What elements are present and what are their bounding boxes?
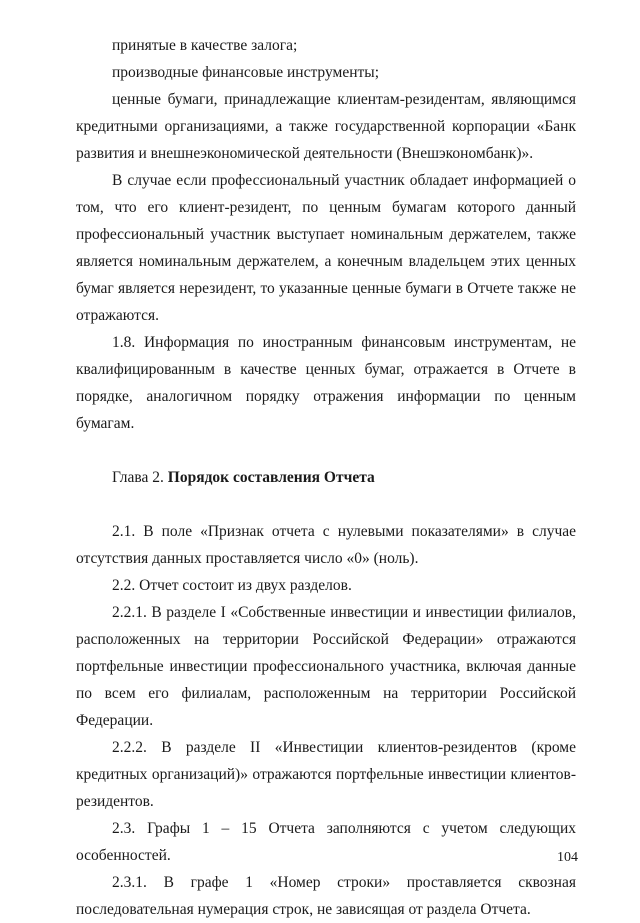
chapter-heading <box>76 464 576 491</box>
paragraph-collateral: принятые в качестве залога; <box>112 37 298 54</box>
paragraph-nominee-holder: В случае если профессиональный участник обладает информацией о том, что его клиент-резидент, по ценным бумагам которого данный профессиональный участник выступает номинальным держателем, также является номинальным держателем, а конечным владельцем этих ценных бумаг является нерезидент, то указанные ценные бумаги в Отчете также не отражаются. <box>76 172 576 324</box>
paragraph-derivatives: производные финансовые инструменты; <box>112 64 380 81</box>
paragraph-2-2-1: 2.2.1. В разделе I «Собственные инвестиции и инвестиции филиалов, расположенных на территории Российской Федерации» отражаются портфельные инвестиции профессионального участника, включая данные по всем его филиалам, расположенным на территории Российской Федерации. <box>76 604 576 729</box>
paragraph-client-securities: ценные бумаги, принадлежащие клиентам-резидентам, являющимся кредитными организациями, а также государственной корпорации «Банк развития и внешнеэкономической деятельности (Внешэкономбанк)». <box>76 91 576 162</box>
paragraph-2-1: 2.1. В поле «Признак отчета с нулевыми показателями» в случае отсутствия данных проставляется число «0» (ноль). <box>76 523 576 567</box>
chapter-prefix: Глава 2. <box>112 469 168 486</box>
document-page <box>76 32 576 923</box>
page-number: 104 <box>557 850 578 865</box>
paragraph-2-2-2: 2.2.2. В разделе II «Инвестиции клиентов-резидентов (кроме кредитных организаций)» отражаются портфельные инвестиции клиентов-резидентов. <box>76 739 576 810</box>
paragraph-2-3: 2.3. Графы 1 – 15 Отчета заполняются с учетом следующих особенностей. <box>76 820 576 864</box>
paragraph-1-8: 1.8. Информация по иностранным финансовым инструментам, не квалифицированным в качестве ценных бумаг, отражается в Отчете в порядке, аналогичном порядку отражения информации по ценным бумагам. <box>76 334 576 432</box>
chapter-title: Порядок составления Отчета <box>167 469 375 486</box>
paragraph-2-3-1: 2.3.1. В графе 1 «Номер строки» проставляется сквозная последовательная нумерация строк, не зависящая от раздела Отчета. <box>76 874 576 918</box>
paragraph-2-2: 2.2. Отчет состоит из двух разделов. <box>112 577 352 594</box>
